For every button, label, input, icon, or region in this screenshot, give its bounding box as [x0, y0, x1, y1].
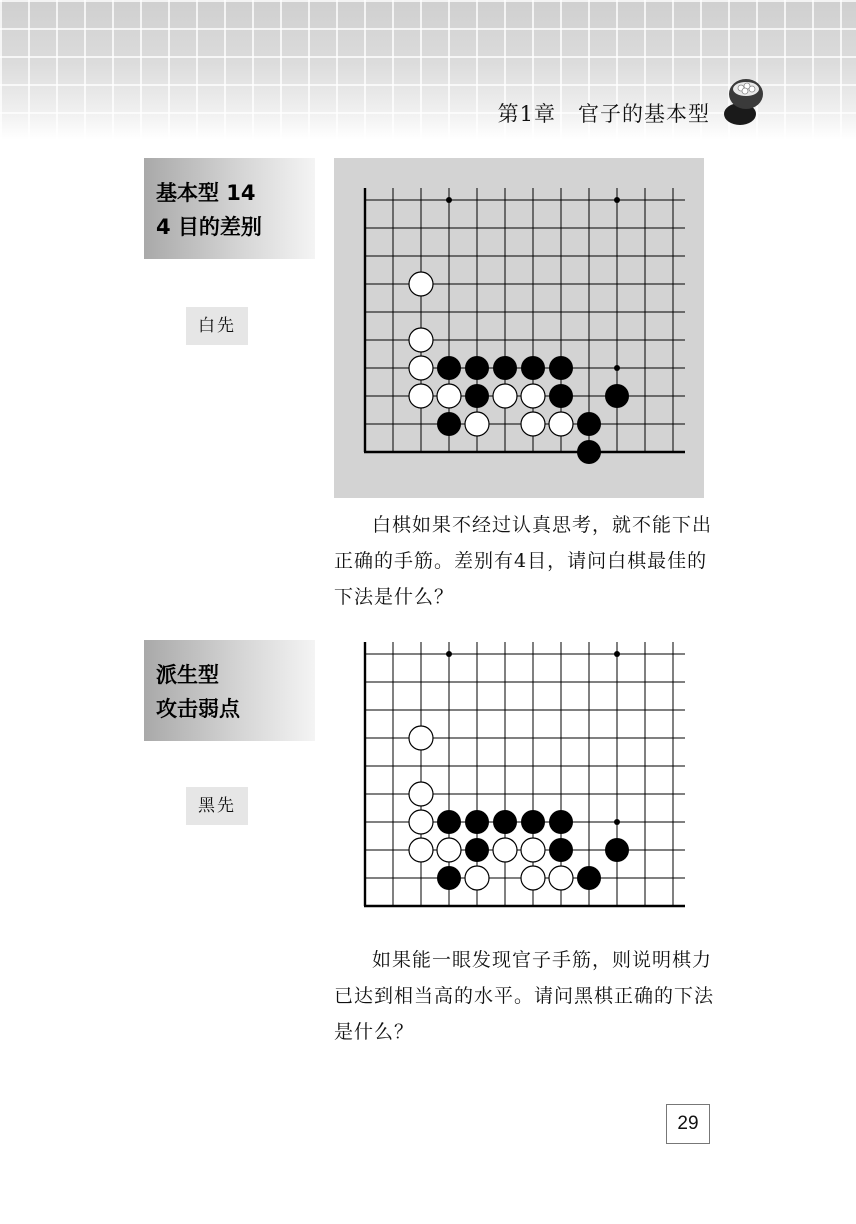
white-stone: [437, 838, 461, 862]
black-stone: [493, 810, 517, 834]
star-point: [614, 819, 620, 825]
problem-1-label-box: [144, 158, 315, 259]
white-stone: [409, 838, 433, 862]
problem-2-title: 派生型: [156, 663, 219, 687]
white-stone: [549, 866, 573, 890]
black-stone: [437, 866, 461, 890]
black-stone: [605, 384, 629, 408]
problem-1-title: 基本型 14: [156, 181, 256, 205]
black-stone: [493, 356, 517, 380]
star-point: [446, 197, 452, 203]
star-point: [614, 197, 620, 203]
white-stone: [409, 384, 433, 408]
black-stone: [549, 838, 573, 862]
white-stone: [521, 838, 545, 862]
white-stone: [409, 810, 433, 834]
problem-1-to-move: 白先: [186, 307, 248, 345]
problem-2-go-board: [350, 636, 700, 936]
white-stone: [409, 726, 433, 750]
black-stone: [577, 440, 601, 464]
white-stone: [409, 782, 433, 806]
black-stone: [577, 412, 601, 436]
white-stone: [521, 412, 545, 436]
black-stone: [465, 356, 489, 380]
black-stone: [549, 810, 573, 834]
problem-2-to-move: 黑先: [186, 787, 248, 825]
chapter-title: 第1章 官子的基本型: [497, 102, 710, 126]
page-number: 29: [666, 1104, 710, 1144]
black-stone: [437, 810, 461, 834]
black-stone: [521, 810, 545, 834]
white-stone: [409, 328, 433, 352]
star-point: [446, 651, 452, 657]
problem-2-subtitle: 攻击弱点: [156, 697, 240, 721]
black-stone: [605, 838, 629, 862]
black-stone: [521, 356, 545, 380]
go-bowl-icon: [716, 74, 766, 128]
star-point: [614, 651, 620, 657]
white-stone: [465, 412, 489, 436]
black-stone: [465, 384, 489, 408]
black-stone: [549, 384, 573, 408]
white-stone: [409, 272, 433, 296]
white-stone: [521, 866, 545, 890]
problem-1-text: 白棋如果不经过认真思考，就不能下出正确的手筋。差别有4目，请问白棋最佳的下法是什么？: [334, 514, 713, 608]
white-stone: [409, 356, 433, 380]
black-stone: [577, 866, 601, 890]
star-point: [614, 365, 620, 371]
problem-2-label-box: [144, 640, 315, 741]
problem-1-subtitle: 4 目的差别: [156, 215, 262, 239]
white-stone: [437, 384, 461, 408]
white-stone: [465, 866, 489, 890]
page-header: [0, 0, 856, 140]
black-stone: [549, 356, 573, 380]
white-stone: [521, 384, 545, 408]
white-stone: [549, 412, 573, 436]
white-stone: [493, 838, 517, 862]
white-stone: [493, 384, 517, 408]
problem-1-go-board: [350, 182, 700, 482]
black-stone: [437, 356, 461, 380]
black-stone: [465, 838, 489, 862]
black-stone: [437, 412, 461, 436]
black-stone: [465, 810, 489, 834]
problem-2-text: 如果能一眼发现官子手筋，则说明棋力已达到相当高的水平。请问黑棋正确的下法是什么？: [334, 949, 715, 1043]
